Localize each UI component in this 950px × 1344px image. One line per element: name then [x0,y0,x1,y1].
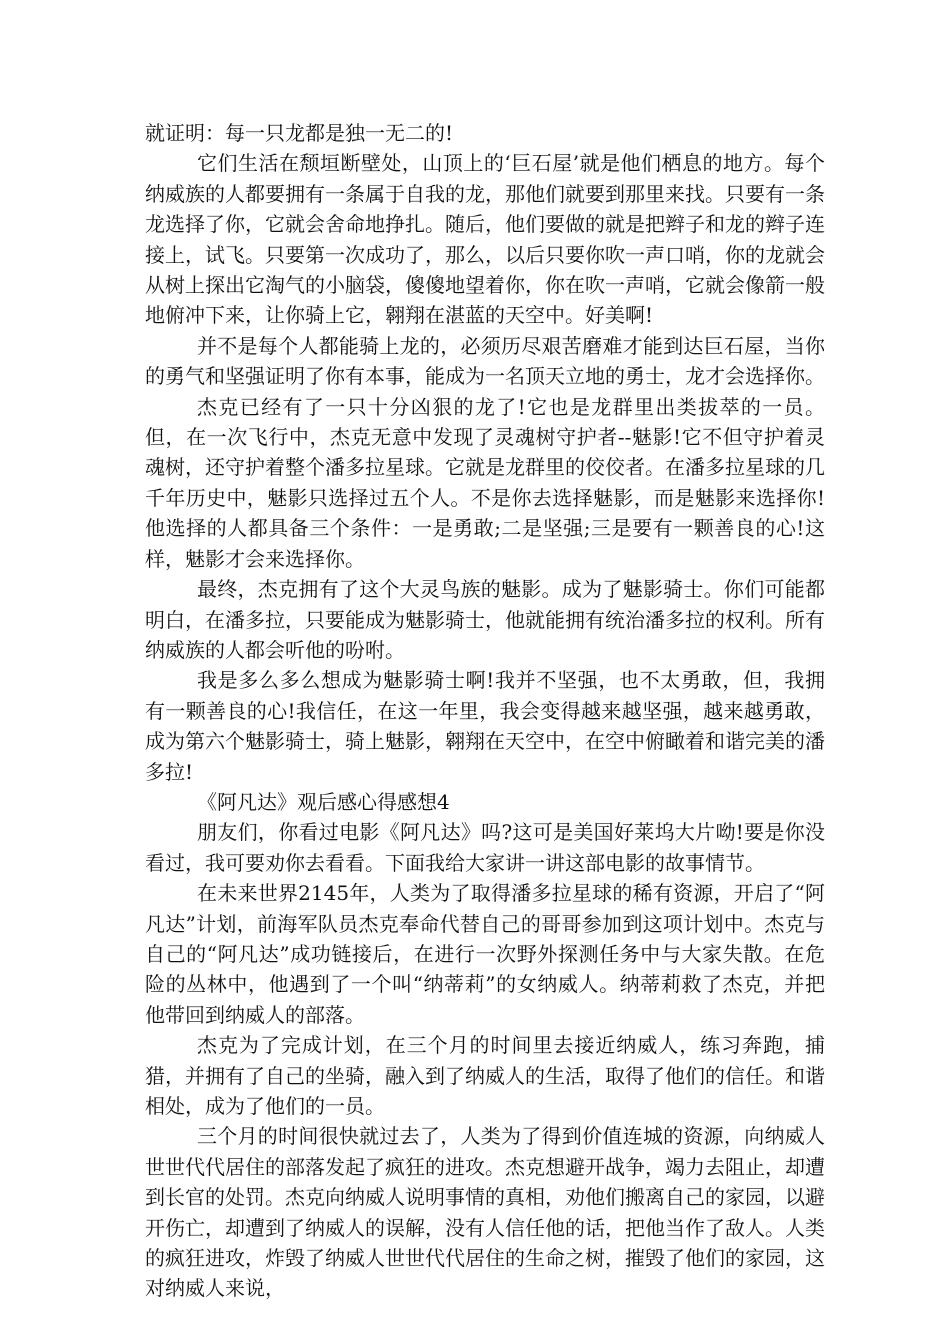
paragraph: 杰克为了完成计划，在三个月的时间里去接近纳威人，练习奔跑，捕猎，并拥有了自己的坐骑，融入到了纳威人的生活，取得了他们的信任。和谐相处，成为了他们的一员。 [145,1033,825,1118]
paragraph: 在未来世界2145年，人类为了取得潘多拉星球的稀有资源，开启了“阿凡达”计划，前海军队员杰克奉命代替自己的哥哥参加到这项计划中。杰克与自己的“阿凡达”成功链接后，在进行一次野外探测任务中与大家失散。在危险的丛林中，他遇到了一个叫“纳蒂莉”的女纳威人。纳蒂莉救了杰克，并把他带回到纳威人的部落。 [145,881,825,1027]
document-body [145,118,825,1304]
paragraph: 朋友们，你看过电影《阿凡达》吗?这可是美国好莱坞大片呦!要是你没看过，我可要劝你去看看。下面我给大家讲一讲这部电影的故事情节。 [145,820,825,875]
paragraph: 杰克已经有了一只十分凶狠的龙了!它也是龙群里出类拔萃的一员。但，在一次飞行中，杰克无意中发现了灵魂树守护者--魅影!它不但守护着灵魂树，还守护着整个潘多拉星球。它就是龙群里的佼佼者。在潘多拉星球的几千年历史中，魅影只选择过五个人。不是你去选择魅影，而是魅影来选择你!他选择的人都具备三个条件：一是勇敢;二是坚强;三是要有一颗善良的心!这样，魅影才会来选择你。 [145,394,825,571]
paragraph: 它们生活在颓垣断壁处，山顶上的‘巨石屋’就是他们栖息的地方。每个纳威族的人都要拥有一条属于自我的龙，那他们就要到那里来找。只要有一条龙选择了你，它就会舍命地挣扎。随后，他们要做的就是把辫子和龙的辫子连接上，试飞。只要第一次成功了，那么，以后只要你吹一声口哨，你的龙就会从树上探出它淘气的小脑袋，傻傻地望着你，你在吹一声哨，它就会像箭一般地俯冲下来，让你骑上它，翱翔在湛蓝的天空中。好美啊! [145,151,825,328]
paragraph: 我是多么多么想成为魅影骑士啊!我并不坚强，也不太勇敢，但，我拥有一颗善良的心!我信任，在这一年里，我会变得越来越坚强，越来越勇敢，成为第六个魅影骑士，骑上魅影，翱翔在天空中，在空中俯瞰着和谐完美的潘多拉! [145,668,825,784]
paragraph: 三个月的时间很快就过去了，人类为了得到价值连城的资源，向纳威人世世代代居住的部落发起了疯狂的进攻。杰克想避开战争，竭力去阻止，却遭到长官的处罚。杰克向纳威人说明事情的真相，劝他们搬离自己的家园，以避开伤亡，却遭到了纳威人的误解，没有人信任他的话，把他当作了敌人。人类的疯狂进攻，炸毁了纳威人世世代代居住的生命之树，摧毁了他们的家园，这对纳威人来说， [145,1124,825,1301]
section-heading: 《阿凡达》观后感心得感想4 [197,789,450,814]
paragraph-continuation: 就证明：每一只龙都是独一无二的! [145,121,454,145]
paragraph: 并不是每个人都能骑上龙的，必须历尽艰苦磨难才能到达巨石屋，当你的勇气和坚强证明了你有本事，能成为一名顶天立地的勇士，龙才会选择你。 [145,333,825,389]
paragraph: 最终，杰克拥有了这个大灵鸟族的魅影。成为了魅影骑士。你们可能都明白，在潘多拉，只要能成为魅影骑士，他就能拥有统治潘多拉的权利。所有纳威族的人都会听他的吩咐。 [145,577,825,662]
